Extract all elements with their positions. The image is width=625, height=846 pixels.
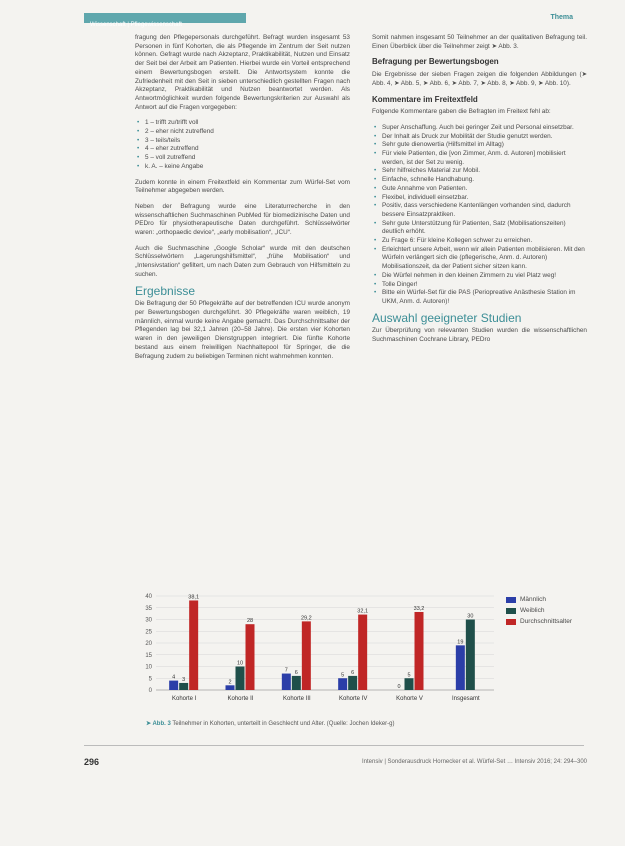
list-item: • 3 – teils/teils bbox=[135, 137, 350, 146]
list-item: • Der Inhalt als Druck zur Mobilität der Studie genutzt werden. bbox=[372, 133, 587, 142]
bar bbox=[169, 681, 178, 690]
list-item: • Sehr gute Unterstützung für Patienten, Satz (Mobilisationszeiten) deutlich erhöht. bbox=[372, 220, 587, 237]
survey-paragraph: Die Ergebnisse der sieben Fragen zeigen die folgenden Abbildungen (➤ Abb. 4, ➤ Abb. 5, ➤ Abb. 6, ➤ Abb. 7, ➤ Abb. 8, ➤ Abb. 9, ➤ Abb. 10). bbox=[372, 71, 587, 87]
left-column bbox=[135, 34, 350, 368]
data-label: 2 bbox=[228, 679, 232, 686]
y-tick-label: 15 bbox=[145, 652, 152, 659]
data-label: 19 bbox=[457, 639, 464, 646]
data-label: 3 bbox=[182, 676, 186, 683]
bar bbox=[246, 624, 255, 690]
bar-chart bbox=[134, 588, 504, 718]
y-tick-label: 5 bbox=[148, 676, 152, 683]
results-heading: Ergebnisse bbox=[135, 283, 196, 298]
list-item: • Zu Frage 6: Für kleine Kollegen schwer zu erreichen. bbox=[372, 237, 587, 246]
list-item: • Einfache, schnelle Handhabung. bbox=[372, 176, 587, 185]
data-label: 4 bbox=[172, 674, 176, 681]
x-tick-label: Kohorte III bbox=[282, 696, 311, 702]
data-label: 30 bbox=[467, 613, 474, 620]
section-header-label: Wissenschaft | Pflegewissenschaft bbox=[90, 22, 182, 28]
bar bbox=[226, 685, 235, 690]
list-item: • 4 – eher zutreffend bbox=[135, 145, 350, 154]
legend-swatch bbox=[506, 597, 516, 603]
data-label: 38,1 bbox=[188, 594, 200, 601]
right-column bbox=[372, 34, 587, 352]
data-label: 28 bbox=[246, 618, 254, 625]
chart-legend bbox=[506, 596, 580, 629]
y-tick-label: 20 bbox=[145, 641, 152, 647]
bar bbox=[236, 667, 245, 691]
list-item: • Flexibel, individuell einsetzbar. bbox=[372, 194, 587, 203]
freetext-paragraph: Zudem konnte in einem Freitextfeld ein Kommentar zum Würfel-Set vom Teilnehmer abgegeben werden. bbox=[135, 178, 350, 195]
data-label: 29,2 bbox=[300, 615, 312, 622]
list-item: • 2 – eher nicht zutreffend bbox=[135, 128, 350, 137]
section-header-bar bbox=[84, 13, 246, 28]
comments-intro: Folgende Kommentare gaben die Befragten im Freitext fehl ab: bbox=[372, 108, 551, 116]
rating-scale-list bbox=[135, 119, 350, 171]
bar bbox=[405, 678, 414, 690]
legend-item-age bbox=[506, 618, 580, 626]
data-label: 10 bbox=[236, 660, 244, 667]
intro-paragraph: fragung den Pflegepersonals durchgeführt. Befragt wurden insgesamt 53 Personen in fünf Kohorten, die als Pflegende im Zentrum der Seit nutzen können. Gefragt wurde nach Akzeptanz, Praktikabilität, Nutzen und Einsatz der Seit bei der Arbeit am Patienten. Hierbei wurde ein Vorteil entsprechend einem Bewertungsbogen erstellt. Die Antwortsystem konnte die Zufriedenheit mit den Seit in sieben unterschiedlich gestellten Fragen nach Akzeptanz, Praktikabilität und Nutzen beantwortet werden. Als Antwortmöglichkeit wurden folgende Bewertungskriterien zur Auswahl als Antwort auf die Fragen vorgegeben: bbox=[135, 34, 350, 111]
caption-ref: ➤ Abb. 3 bbox=[146, 721, 171, 727]
bar bbox=[348, 676, 357, 690]
x-tick-label: Kohorte IV bbox=[338, 696, 368, 702]
selection-paragraph: Zur Überprüfung von relevanten Studien wurden die wissenschaftlichen Suchmaschinen Cochrane Library, PEDro bbox=[372, 327, 587, 344]
list-item: • Super Anschaffung. Auch bei geringer Zeit und Personal einsetzbar. bbox=[372, 124, 587, 133]
data-label: 7 bbox=[284, 667, 288, 674]
legend-label: Durchschnittsalter bbox=[520, 618, 573, 625]
bar bbox=[189, 600, 198, 690]
list-item: • 1 – trifft zu/trifft voll bbox=[135, 119, 350, 128]
bar bbox=[338, 678, 347, 690]
list-item: • k. A. – keine Angabe bbox=[135, 163, 350, 172]
bar bbox=[466, 620, 475, 691]
list-item: • Bitte ein Würfel-Set für die PAS (Periopreative Anästhesie Station im UKM, Anm. d. Autoren)! bbox=[372, 289, 587, 306]
selection-heading: Auswahl geeigneter Studien bbox=[372, 310, 522, 325]
list-item: • Erleichtert unsere Arbeit, wenn wir allein Patienten mobilisieren. Mit den Würfeln verlängert sich die (pflegerische, Anm. d. Autoren) Mobilisationszeit, da der Patient sicher sitzen kann. bbox=[372, 246, 587, 272]
footer-citation: Intensiv | Sonderausdruck Hornecker et al. Würfel-Set … Intensiv 2016; 24: 294–300 bbox=[361, 759, 587, 765]
list-item: • Positiv, dass verschiedene Kantenlängen vorhanden sind, dadurch bessere Einsatzpraktiken. bbox=[372, 202, 587, 219]
list-item: • Gute Annahme von Patienten. bbox=[372, 185, 587, 194]
x-tick-label: Kohorte I bbox=[171, 696, 197, 702]
x-tick-label: Kohorte II bbox=[227, 696, 254, 702]
literature-paragraph: Neben der Befragung wurde eine Literaturrecherche in den wissenschaftlichen Suchmaschinen PubMed für biomedizinische Daten und PEDro für physiotherapeutische Daten durchgeführt. Schlüsselwörter waren: „orthopaedic device“, „early mobilisation“, „ICU“. bbox=[135, 202, 350, 237]
participants-paragraph: Somit nahmen insgesamt 50 Teilnehmer an der qualitativen Befragung teil. Einen Überblick über die Teilnehmer zeigt ➤ Abb. 3. bbox=[372, 34, 587, 50]
data-label: 6 bbox=[294, 669, 298, 676]
bar bbox=[302, 621, 311, 690]
x-tick-label: Insgesamt bbox=[451, 696, 480, 702]
data-label: 6 bbox=[351, 669, 355, 676]
legend-swatch bbox=[506, 619, 516, 625]
bar bbox=[179, 683, 188, 690]
list-item: • Sehr hilfreiches Material zur Mobil. bbox=[372, 167, 587, 176]
comments-list bbox=[372, 124, 587, 307]
y-tick-label: 10 bbox=[145, 664, 152, 671]
data-label: 0 bbox=[397, 684, 401, 690]
list-item: • Sehr gute dienowertia (Hilfsmittel im Alltag) bbox=[372, 141, 587, 150]
data-label: 5 bbox=[341, 672, 345, 679]
legend-swatch bbox=[506, 608, 516, 614]
bar bbox=[415, 612, 424, 690]
legend-label: Männlich bbox=[520, 596, 547, 603]
y-tick-label: 30 bbox=[145, 617, 152, 624]
data-label: 5 bbox=[407, 672, 411, 679]
survey-heading: Befragung per Bewertungsbogen bbox=[372, 57, 499, 67]
topic-label: Thema bbox=[550, 14, 573, 21]
bar bbox=[292, 676, 301, 690]
bar bbox=[282, 674, 291, 690]
list-item: • 5 – voll zutreffend bbox=[135, 154, 350, 163]
legend-item-male bbox=[506, 596, 580, 604]
caption-text: Teilnehmer in Kohorten, unterteilt in Geschlecht und Alter. (Quelle: Jochen Ideker-g) bbox=[172, 721, 395, 727]
figure-caption bbox=[146, 720, 395, 727]
page-number: 296 bbox=[84, 757, 100, 767]
data-label: 32,1 bbox=[357, 608, 369, 615]
y-tick-label: 40 bbox=[145, 594, 152, 600]
figure-participants bbox=[134, 588, 592, 738]
y-tick-label: 25 bbox=[145, 629, 152, 636]
results-paragraph: Die Befragung der 50 Pflegekräfte auf der betreffenden ICU wurde anonym per Bewertungsbogen durchgeführt. 30 Pflegekräfte waren weiblich, 19 männlich, einmal wurde keine Angabe gemacht. Das Durchschnittsalter der Pflegenden lag bei 32,1 Jahren (20–58 Jahre). Die ersten vier Kohorten waren in den jeweiligen Dienstgruppen integriert. Die fünfte Kohorte bestand aus einem freiwilligen Nachhaltepool für Springer, die die Befragung zudem zu beliebigen Terminen nicht wahrnehmen konnten. bbox=[135, 300, 350, 360]
list-item: • Die Würfel nehmen in den kleinen Zimmern zu viel Platz weg! bbox=[372, 272, 587, 281]
list-item: • Für viele Patienten, die [von Zimmer, Anm. d. Autoren] mobilisiert werden, ist der Set zu wenig. bbox=[372, 150, 587, 167]
scholar-paragraph: Auch die Suchmaschine „Google Scholar“ wurde mit den deutschen Schlüsselwörtern „Lagerungshilfsmittel“, „frühe Mobilisation“ und „Intensivstation“ gefiltert, um nach Daten zum Gebrauch von Hilfsmitteln zu suchen. bbox=[135, 244, 350, 278]
list-item: • Tolle Dinger! bbox=[372, 281, 587, 290]
y-tick-label: 35 bbox=[145, 605, 152, 612]
legend-label: Weiblich bbox=[520, 607, 545, 614]
y-tick-label: 0 bbox=[148, 688, 152, 694]
bar bbox=[358, 615, 367, 690]
footer-divider bbox=[84, 745, 584, 746]
data-label: 33,2 bbox=[413, 605, 425, 612]
comments-heading: Kommentare im Freitextfeld bbox=[372, 94, 478, 104]
bar bbox=[456, 645, 465, 690]
x-tick-label: Kohorte V bbox=[396, 696, 423, 702]
legend-item-female bbox=[506, 607, 580, 615]
